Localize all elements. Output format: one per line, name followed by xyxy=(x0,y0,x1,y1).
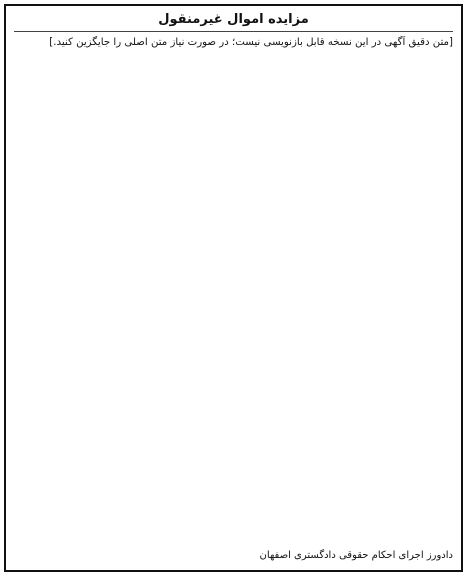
notice-body: [متن دقیق آگهی در این نسخه قابل بازنویسی نیست؛ در صورت نیاز متن اصلی را جایگزین کنید.] xyxy=(49,36,453,48)
notice-footer: دادورز اجرای احکام حقوقی دادگستری اصفهان xyxy=(259,549,453,561)
auction-notice xyxy=(4,4,463,572)
notice-header: مزایده اموال غیرمنقول xyxy=(14,12,453,32)
